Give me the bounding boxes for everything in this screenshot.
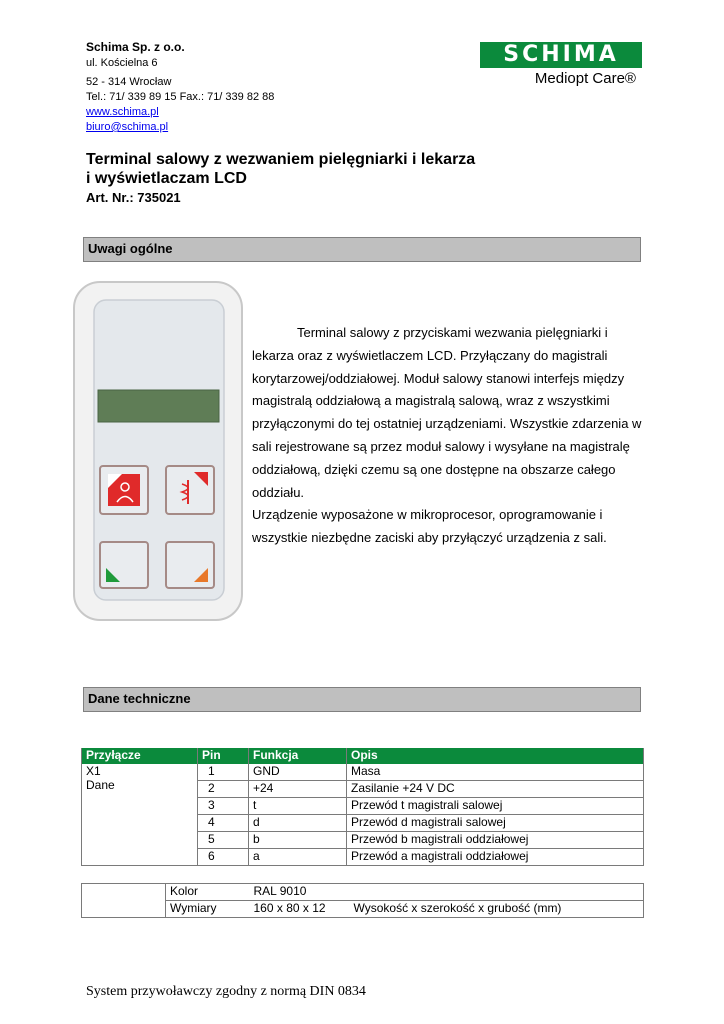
title-line-1: Terminal salowy z wezwaniem pielęgniarki i lekarza: [86, 151, 476, 168]
spec-label-cell: Wymiary: [166, 901, 250, 918]
description-cell: Przewód b magistrali oddziałowej: [347, 832, 644, 849]
header-connector: Przyłącze: [82, 748, 198, 764]
pin-table-header: [82, 748, 644, 764]
description-cell: Masa: [347, 764, 644, 781]
company-phone: Tel.: 71/ 339 89 15 Fax.: 71/ 339 82 88: [86, 91, 275, 103]
table-row: [82, 901, 644, 918]
spec-value-cell: 160 x 80 x 12: [253, 901, 326, 915]
pin-cell: 3: [198, 798, 249, 815]
pin-cell: 6: [198, 849, 249, 866]
table-row: [82, 884, 644, 901]
document-title: [86, 150, 475, 188]
section-header-technical: Dane techniczne: [83, 687, 641, 712]
function-cell: +24: [249, 781, 347, 798]
device-description: [252, 322, 644, 550]
description-cell: Przewód a magistrali oddziałowej: [347, 849, 644, 866]
function-cell: a: [249, 849, 347, 866]
description-cell: Przewód t magistrali salowej: [347, 798, 644, 815]
function-cell: d: [249, 815, 347, 832]
article-number: Art. Nr.: 735021: [86, 190, 181, 205]
device-illustration: [72, 280, 244, 622]
header-pin: Pin: [198, 748, 249, 764]
connector-name: X1: [86, 764, 101, 778]
spec-note-cell: Wysokość x szerokość x grubość (mm): [353, 901, 562, 915]
title-line-2: i wyświetlaczam LCD: [86, 170, 247, 187]
description-cell: Przewód d magistrali salowej: [347, 815, 644, 832]
pin-table: [81, 748, 644, 866]
company-street: ul. Kościelna 6: [86, 57, 158, 69]
spec-label-cell: Kolor: [166, 884, 250, 901]
nurse-call-button: [100, 466, 148, 514]
pin-cell: 4: [198, 815, 249, 832]
company-name: Schima Sp. z o.o.: [86, 40, 185, 54]
orange-button: [166, 542, 214, 588]
footer-note: System przywoławczy zgodny z normą DIN 0834: [86, 984, 366, 999]
company-email-link[interactable]: biuro@schima.pl: [86, 121, 169, 133]
spec-value-cell: RAL 9010: [250, 884, 350, 901]
function-cell: b: [249, 832, 347, 849]
doctor-call-button: [166, 466, 214, 514]
function-cell: t: [249, 798, 347, 815]
table-row: [82, 764, 644, 781]
lcd-display: [98, 390, 219, 422]
connector-type: Dane: [86, 778, 115, 792]
header-function: Funkcja: [249, 748, 347, 764]
pin-cell: 1: [198, 764, 249, 781]
description-paragraph-2: Urządzenie wyposażone w mikroprocesor, oprogramowanie i wszystkie niezbędne zaciski aby przyłączyć urządzenia z sali.: [252, 507, 607, 546]
schima-logo: SCHIMA: [480, 42, 642, 68]
nurse-call-icon: [108, 474, 140, 506]
section-header-general: Uwagi ogólne: [83, 237, 641, 262]
description-cell: Zasilanie +24 V DC: [347, 781, 644, 798]
header-description: Opis: [347, 748, 644, 764]
green-button: [100, 542, 148, 588]
spec-note-cell: [350, 884, 644, 901]
function-cell: GND: [249, 764, 347, 781]
company-website-link[interactable]: www.schima.pl: [86, 106, 159, 118]
connector-cell: [82, 764, 198, 866]
logo-subtitle: Mediopt Care®: [534, 70, 636, 87]
description-paragraph-1: Terminal salowy z przyciskami wezwania pielęgniarki i lekarza oraz z wyświetlaczem LCD. Przyłączany do magistrali korytarzowej/oddziałowej. Moduł salowy stanowi interfejs między magistralą oddziałową a magistralą salową, wraz z wszystkimi przyłączonymi do tej ostatniej urządzeniami. Wszystkie zdarzenia w sali rejestrowane są przez moduł salowy i wysyłane na magistralę oddziałową, dzięki czemu są one dostępne na obszarze całego oddziału.: [252, 325, 642, 500]
pin-cell: 5: [198, 832, 249, 849]
company-city: 52 - 314 Wrocław: [86, 76, 172, 88]
spec-table: [81, 883, 644, 918]
pin-cell: 2: [198, 781, 249, 798]
